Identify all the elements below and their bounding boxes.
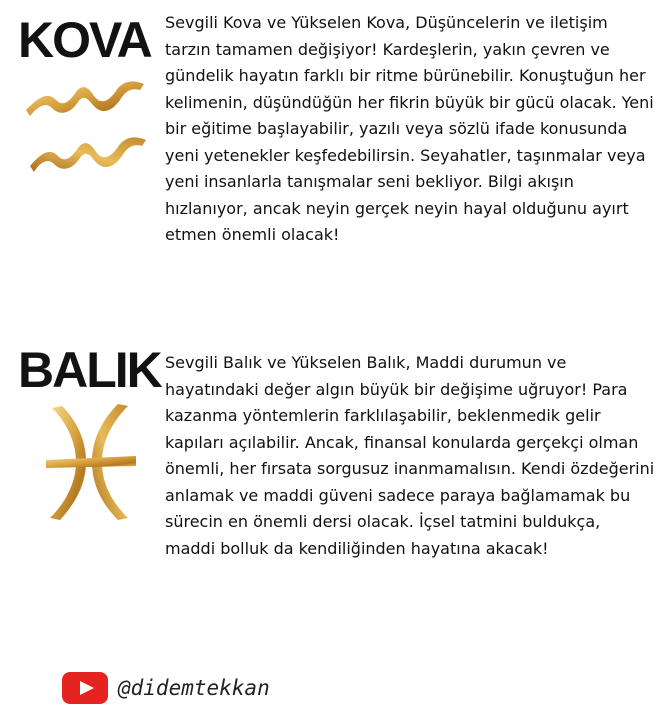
pisces-icon [40, 402, 140, 522]
balik-section [0, 340, 666, 630]
sign-title-balik: BALIK [18, 342, 161, 398]
kova-section [0, 0, 666, 300]
balik-description: Sevgili Balık ve Yükselen Balık, Maddi durumun ve hayatındaki değer algın büyük bir değişime uğruyor! Para kazanma yöntemlerin farklılaşabilir, beklenmedik gelir kapıları açılabilir. Ancak, finansal konularda gerçekçi olman önemli, her fırsata sorgusuz inanmamalısın. Kendi özdeğerini anlamak ve maddi güveni sadece paraya bağlamamak bu sürecin en önemli dersi olacak. İçsel tatmini buldukça, maddi bolluk da kendiliğinden hayatına akacak! [165, 353, 655, 558]
footer-social [62, 668, 270, 708]
kova-description: Sevgili Kova ve Yükselen Kova, Düşüncelerin ve iletişim tarzın tamamen değişiyor! Kardeşlerin, yakın çevren ve gündelik hayatın farklı bir ritme bürünebilir. Konuştuğun her kelimenin, düşündüğün her fikrin büyük bir gücü olacak. Yeni bir eğitime başlayabilir, yazılı veya sözlü ifade konusunda yeni yetenekler keşfedebilirsin. Seyahatler, taşınmalar veya yeni insanlarla tanışmalar seni bekliyor. Bilgi akışın hızlanıyor, ancak neyin gerçek neyin hayal olduğunu ayırt etmen önemli olacak! [165, 13, 654, 244]
youtube-handle[interactable]: @didemtekkan [118, 676, 270, 700]
aquarius-icon [22, 70, 152, 180]
youtube-icon[interactable] [62, 672, 108, 704]
sign-title-kova: KOVA [18, 12, 151, 68]
